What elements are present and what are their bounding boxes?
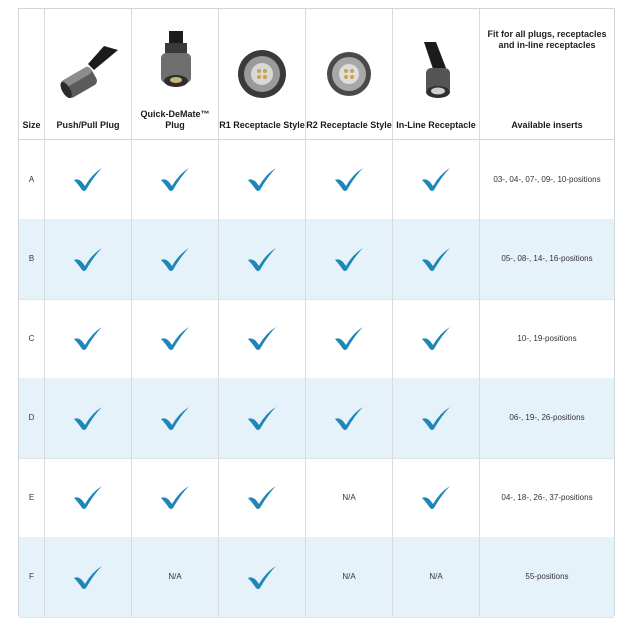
inserts-cell	[480, 139, 614, 219]
availability-cell	[219, 139, 306, 219]
checkmark-icon	[333, 405, 365, 431]
availability-cell	[132, 298, 219, 378]
col-label-r1: R1 Receptacle Style	[219, 120, 305, 130]
inserts-value: 04-, 18-, 26-, 37-positions	[501, 492, 593, 502]
push-pull-plug-image	[58, 42, 118, 102]
inserts-value: 03-, 04-, 07-, 09-, 10-positions	[493, 174, 601, 184]
availability-cell	[45, 298, 132, 378]
availability-cell	[306, 537, 393, 617]
checkmark-icon	[420, 405, 452, 431]
inserts-cell	[480, 457, 614, 537]
checkmark-icon	[246, 325, 278, 351]
checkmark-icon	[333, 166, 365, 192]
size-cell	[19, 219, 45, 299]
size-value: D	[28, 413, 35, 422]
inline-receptacle-image	[406, 42, 466, 102]
availability-cell	[45, 219, 132, 299]
header-inserts	[480, 9, 614, 139]
inserts-cell	[480, 537, 614, 617]
table-row	[19, 139, 614, 220]
availability-cell	[306, 139, 393, 219]
checkmark-icon	[420, 325, 452, 351]
table-row	[19, 457, 614, 538]
checkmark-icon	[420, 166, 452, 192]
availability-cell	[132, 219, 219, 299]
checkmark-icon	[72, 405, 104, 431]
size-cell	[19, 378, 45, 458]
not-available-label: N/A	[342, 572, 356, 581]
checkmark-icon	[246, 405, 278, 431]
checkmark-icon	[246, 484, 278, 510]
r1-receptacle-image	[232, 42, 292, 102]
inserts-value: 05-, 08-, 14-, 16-positions	[501, 254, 593, 263]
table-row	[19, 378, 614, 459]
header-inline	[393, 9, 480, 139]
table-row	[19, 219, 614, 300]
availability-cell	[219, 457, 306, 537]
checkmark-icon	[420, 484, 452, 510]
availability-cell	[393, 378, 480, 458]
availability-cell	[132, 378, 219, 458]
availability-cell	[45, 537, 132, 617]
header-push-pull	[45, 9, 132, 139]
checkmark-icon	[246, 564, 278, 590]
availability-cell	[219, 219, 306, 299]
inserts-label: Available inserts	[511, 120, 583, 130]
availability-cell	[306, 219, 393, 299]
checkmark-icon	[159, 325, 191, 351]
checkmark-icon	[72, 325, 104, 351]
availability-cell	[393, 457, 480, 537]
not-available-label: N/A	[342, 492, 356, 502]
checkmark-icon	[159, 405, 191, 431]
compatibility-table	[18, 8, 615, 616]
checkmark-icon	[420, 246, 452, 272]
fit-note: Fit for all plugs, receptacles and in-line receptacles	[487, 29, 607, 50]
availability-cell	[45, 457, 132, 537]
size-value: F	[29, 572, 34, 581]
checkmark-icon	[72, 564, 104, 590]
inserts-cell	[480, 298, 614, 378]
checkmark-icon	[72, 246, 104, 272]
availability-cell	[219, 298, 306, 378]
size-cell	[19, 298, 45, 378]
inserts-value: 06-, 19-, 26-positions	[509, 413, 585, 422]
size-value: A	[28, 174, 35, 184]
availability-cell	[45, 139, 132, 219]
inserts-cell	[480, 219, 614, 299]
availability-cell	[132, 139, 219, 219]
availability-cell	[306, 378, 393, 458]
table-row	[19, 537, 614, 618]
header-r1	[219, 9, 306, 139]
size-value: B	[28, 254, 35, 263]
availability-cell	[393, 537, 480, 617]
checkmark-icon	[159, 484, 191, 510]
inserts-cell	[480, 378, 614, 458]
size-cell	[19, 139, 45, 219]
checkmark-icon	[246, 166, 278, 192]
header-row	[19, 9, 614, 140]
availability-cell	[132, 537, 219, 617]
availability-cell	[219, 378, 306, 458]
availability-cell	[219, 537, 306, 617]
size-label: Size	[22, 120, 41, 130]
availability-cell	[393, 298, 480, 378]
inserts-value: 10-, 19-positions	[517, 333, 577, 343]
header-size	[19, 9, 45, 139]
checkmark-icon	[72, 166, 104, 192]
not-available-label: N/A	[429, 572, 443, 581]
availability-cell	[393, 219, 480, 299]
not-available-label: N/A	[168, 572, 182, 581]
size-cell	[19, 537, 45, 617]
availability-cell	[306, 298, 393, 378]
header-quick-demate	[132, 9, 219, 139]
checkmark-icon	[159, 246, 191, 272]
availability-cell	[45, 378, 132, 458]
availability-cell	[393, 139, 480, 219]
size-value: C	[28, 333, 35, 343]
r2-receptacle-image	[319, 42, 379, 102]
col-label-inline: In-Line Receptacle	[396, 120, 476, 130]
col-label-quick-demate: Quick-DeMate™ Plug	[140, 109, 210, 130]
col-label-r2: R2 Receptacle Style	[306, 120, 392, 130]
quick-demate-plug-image	[145, 31, 205, 91]
table-row	[19, 298, 614, 379]
checkmark-icon	[333, 325, 365, 351]
checkmark-icon	[246, 246, 278, 272]
size-value: E	[28, 492, 35, 502]
checkmark-icon	[159, 166, 191, 192]
availability-cell	[306, 457, 393, 537]
inserts-value: 55-positions	[525, 572, 569, 581]
header-r2	[306, 9, 393, 139]
availability-cell	[132, 457, 219, 537]
checkmark-icon	[72, 484, 104, 510]
col-label-push-pull: Push/Pull Plug	[56, 120, 120, 130]
checkmark-icon	[333, 246, 365, 272]
size-cell	[19, 457, 45, 537]
